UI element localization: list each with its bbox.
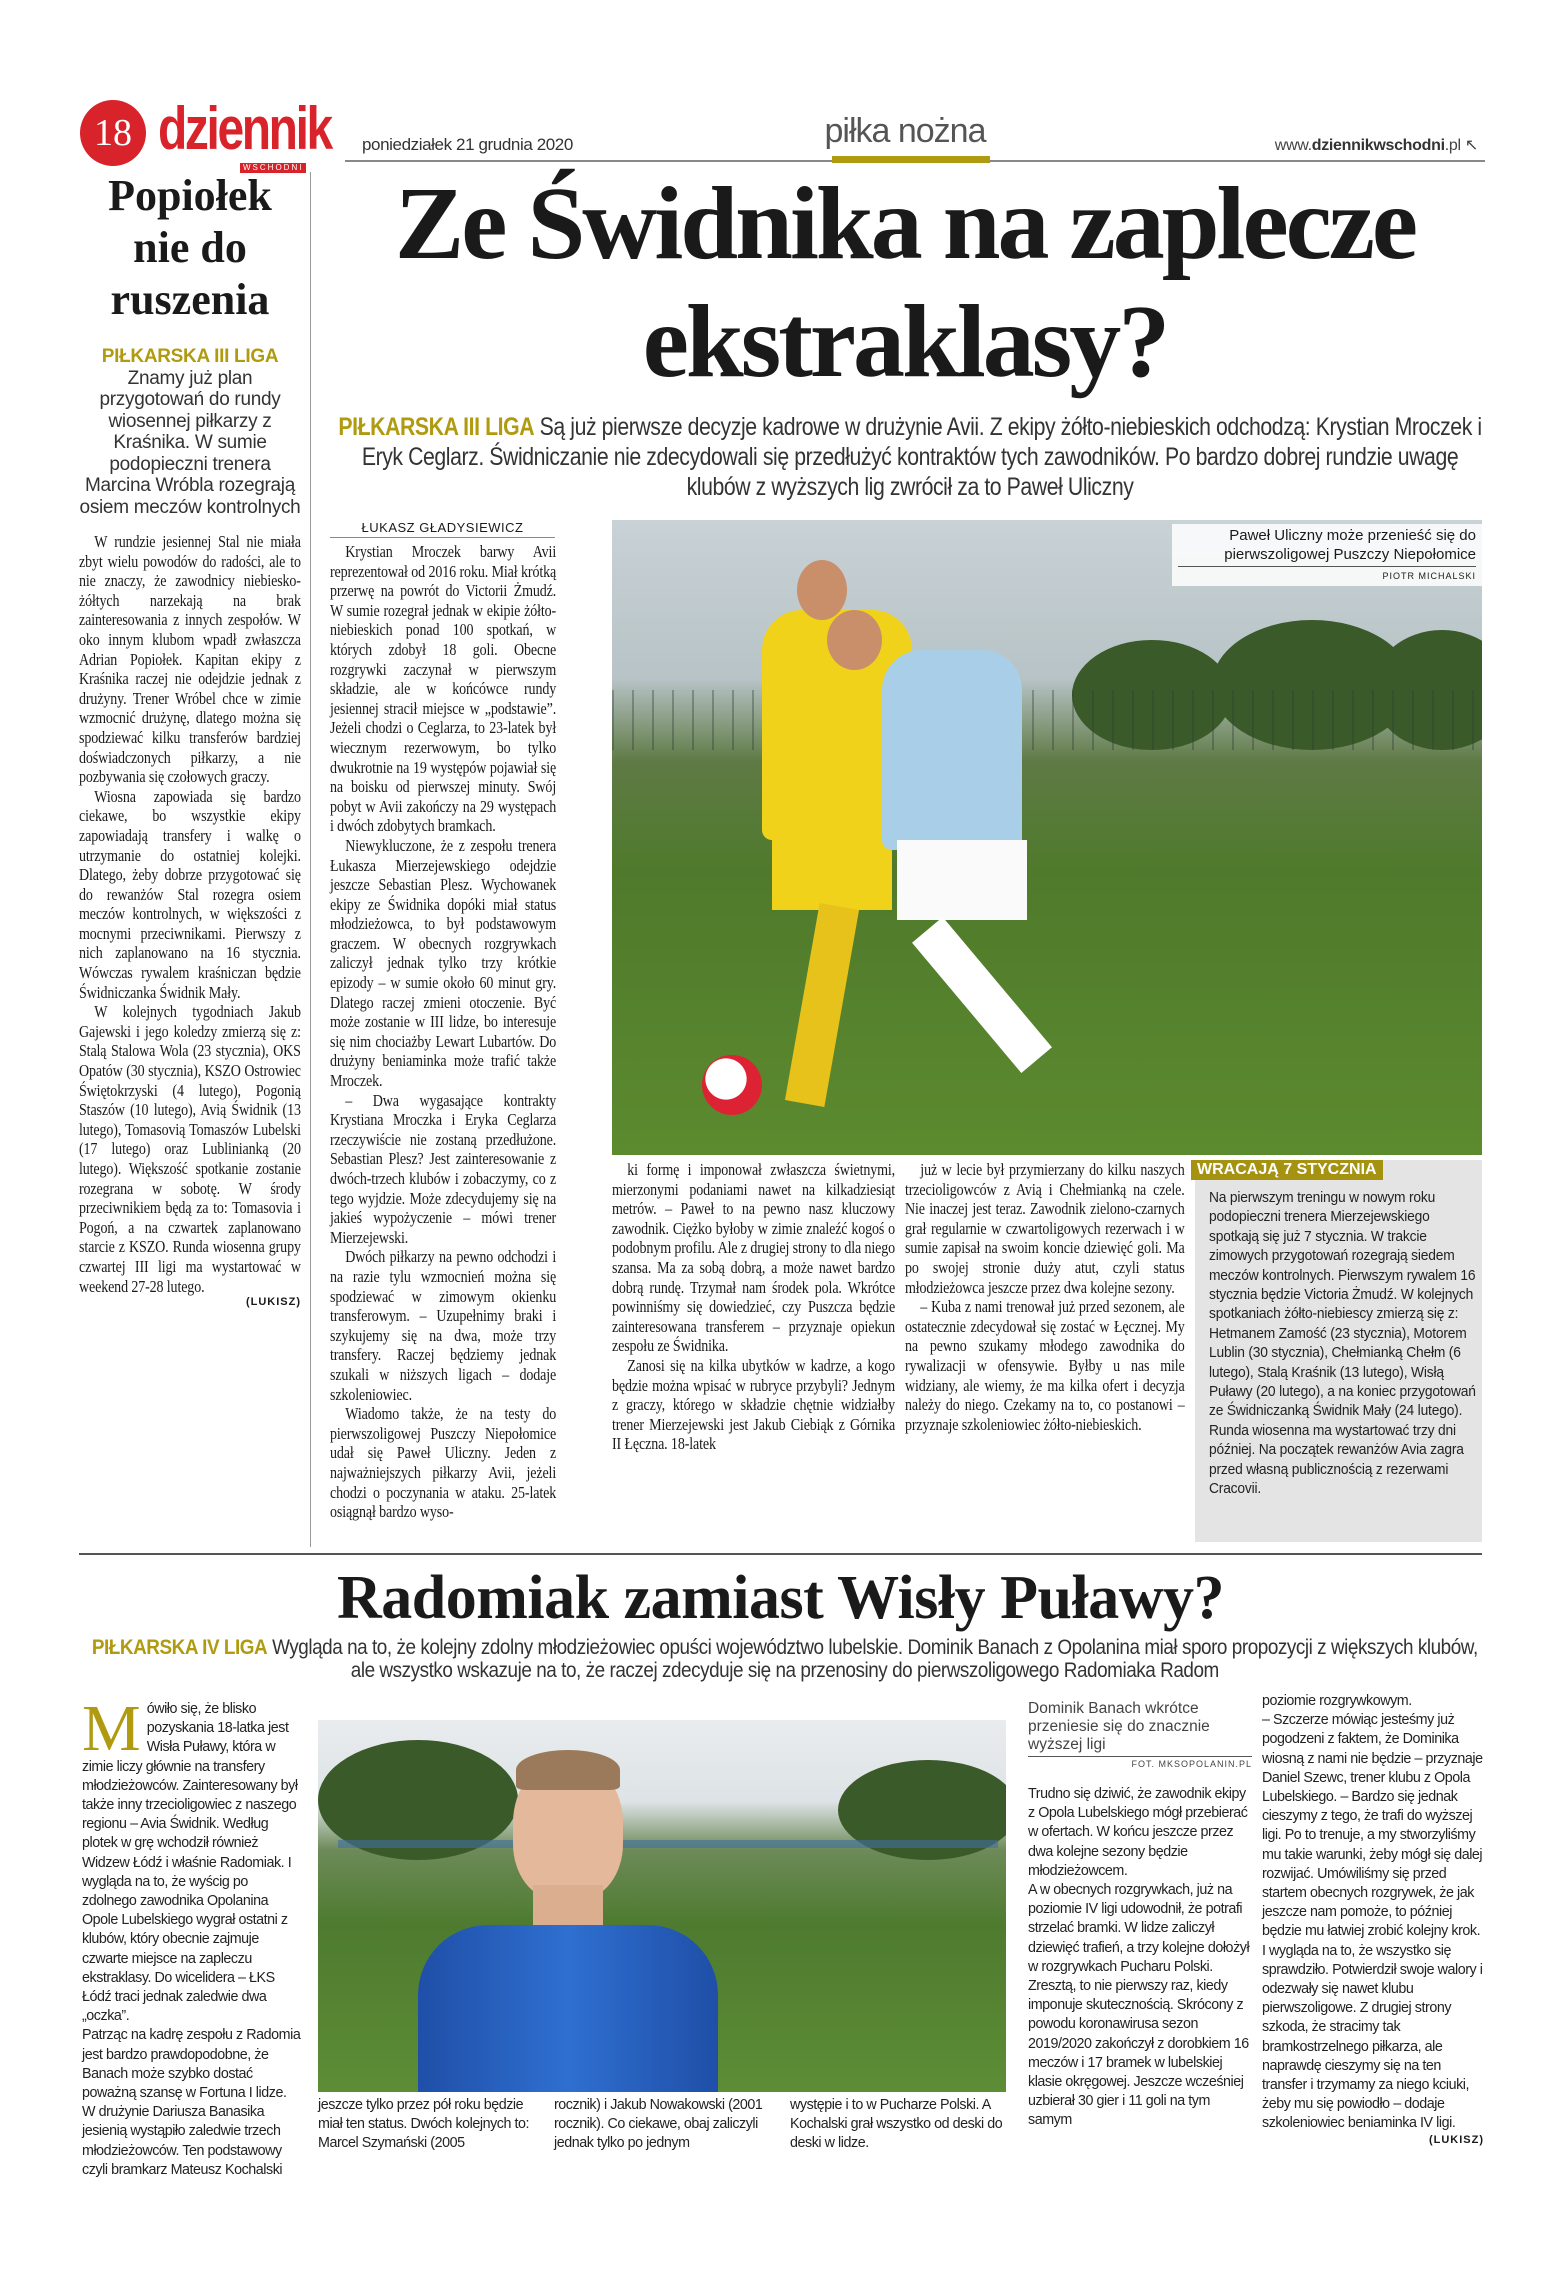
second-body-under-photo-3 (790, 2096, 1006, 2154)
cursor-icon: ↖ (1464, 137, 1478, 154)
article-divider (79, 1553, 1482, 1555)
portrait-caption: Dominik Banach wkrótce przeniesie się do znacznie wyższej ligi (1028, 1700, 1252, 1757)
main-body-col2 (612, 1160, 895, 1454)
paragraph: I wygląda na to, że wszystko się sprawdziło. Potwierdził swoje walory i odezwały się nawet klubu pierwszoligowe. Z drugiej strony szkoda, że stracimy tak bramkostrzelnego piłkarza, ale naprawdę cieszymy się na ten transfer i trzymamy za niego kciuki, żeby mu się powiodło – dodaje szkoleniowiec beniaminka IV ligi. (1262, 1942, 1483, 2132)
sidebar-title: Popiołek nie do ruszenia (108, 171, 272, 324)
paragraph: Wiosna zapowiada się bardzo ciekawe, bo wszystkie ekipy zapowiadają transfery i walkę o utrzymanie do ostatniej kolejki. Dlatego, żeby dobrze przygotować się do rewanżów Stal rozegra osiem meczów kontrolnych, w większości z mocnymi przeciwnikami. Pierwszy z nich zaplanowano na 16 stycznia. Wówczas rywalem kraśniczan będzie Świdniczanka Świdnik Mały. (79, 786, 301, 1002)
paragraph: Zanosi się na kilka ubytków w kadrze, a kogo będzie można wpisać w rubryce przybyli? Jednym z graczy, którego w składzie chętnie widziałby trener Mierzejewski jest Jakub Ciebiąk z Górnika II Łęczna. 18-latek (612, 1355, 896, 1454)
paragraph: Wiadomo także, że na testy do pierwszoligowej Puszczy Niepołomice udał się Paweł Uliczny. Jeden z najważniejszych piłkarzy Avii, jeżeli chodzi o poczynania w ataku. 25-latek osiągnął bardzo wyso- (330, 1404, 557, 1522)
website-link[interactable] (1275, 135, 1478, 155)
sidebar-article (79, 170, 301, 1308)
paragraph: Trudno się dziwić, że zawodnik ekipy z Opola Lubelskiego mógł przebierać w ofertach. W końcu jeszcze przez dwa kolejne sezony będzie młodzieżowcem. (1028, 1786, 1248, 1879)
main-body-col3 (905, 1160, 1185, 1434)
ball-icon (702, 1055, 762, 1115)
paragraph: Dwóch piłkarzy na pewno odchodzi i na razie tylu wzmocnień można się spodziewać w zimowym okienku transferowym. – Uzupełnimy braki i szykujemy się na dwa, może trzy transfery. Raczej będziemy jednak szukali w niższych ligach – dodaje szkoleniowiec. (330, 1247, 557, 1404)
section-title: piłka nożna (824, 112, 986, 150)
site-name: dziennikwschodni (1311, 137, 1445, 154)
newspaper-logo-sub: WSCHODNI (240, 163, 306, 173)
paragraph: ówiło się, że blisko pozyskania 18-latka jest Wisła Puławy, która w zimie liczy głównie na transfery młodzieżowców. Zainteresowany był także inny trzecioligowiec z naszego regionu – Avia Świdnik. Według plotek w grę wchodził również Widzew Łódź i właśnie Radomiak. I wygląda na to, że wyścig po zdolnego zawodnika Opolanina Opole Lubelskiego wygrał ostatni z klubów, który obecnie zajmuje czwarte miejsce na zapleczu ekstraklasy. Do wicelidera – ŁKS Łódź traci jednak zaledwie dwa „oczka”. (82, 1701, 298, 2025)
paragraph: Zresztą, to nie pierwszy raz, kiedy imponuje skutecznością. Skrócony z powodu koronawirusa sezon 2019/2020 zakończył z dorobkiem 16 meczów i 17 bramek w lubelskiej klasie okręgowej. Jeszcze wcześniej uzbierał 30 gier i 11 goli na tym samym (1028, 1978, 1249, 2129)
second-kicker: PIŁKARSKA IV LIGA (91, 1636, 268, 1659)
paragraph: W kolejnych tygodniach Jakub Gajewski i jego koledzy zmierzą się z: Stalą Stalowa Wola (23 stycznia), OKS Opatów (30 stycznia), KSZO Ostrowiec Świętokrzyski (4 lutego), Pogonią Staszów (10 lutego), Avią Świdnik (13 lutego), Tomasovią Tomaszów Lubelski (17 lutego) oraz Lublinianką (20 lutego). Większość spotkanie zostanie rozegrana w sobotę. W środy przeciwnikiem będą za to: Tomasovia i Pogoń, a na czwartek zaplanowano starcie z KSZO. Runda wiosenna grupy czwartej III ligi ma wystartować w weekend 27-28 lutego. (79, 1002, 301, 1296)
paragraph: występie i to w Pucharze Polski. A Kochalski grał wszystko od deski do deski w lidze. (790, 2097, 1003, 2152)
main-lead-text: Są już pierwsze decyzje kadrowe w drużynie Avii. Z ekipy żółto-niebieskich odchodzą: Krystian Mroczek i Eryk Ceglarz. Świdniczanie nie zdecydowali się przedłużyć kontraktów tych zawodników. Po bardzo dobrej rundzie uwagę klubów z wyższych lig zwrócił za to Paweł Uliczny (361, 413, 1482, 501)
second-right-column (1028, 1700, 1252, 2131)
main-headline: Ze Świdnika na zaplecze ekstraklasy? (394, 166, 1416, 399)
sidebar-body (79, 532, 301, 1296)
paragraph: Niewykluczone, że z zespołu trenera Łukasza Mierzejewskiego odejdzie jeszcze Sebastian Plesz. Wychowanek ekipy ze Świdnika dopóki miał status młodzieżowca, to był podstawowym graczem. W obecnych rozgrywkach zaliczył jednak tylko trzy krótkie epizody – w sumie około 60 minut gry. Dlatego raczej zmieni otoczenie. Być może zostanie w III lidze, bo interesuje się nim chociażby Lewart Lubartów. Do drużyny beniaminka może trafić także Mroczek. (330, 835, 557, 1091)
match-photo (612, 520, 1482, 1155)
second-headline: Radomiak zamiast Wisły Puławy? (337, 1564, 1224, 1632)
sidebar-intro (79, 346, 301, 518)
photo-caption (1172, 524, 1482, 586)
main-kicker: PIŁKARSKA III LIGA (338, 413, 535, 441)
photo-caption-text: Paweł Uliczny może przenieść się do pierwszoligowej Puszczy Niepołomice (1224, 527, 1476, 563)
byline: ŁUKASZ GŁADYSIEWICZ (330, 520, 555, 538)
player-portrait-photo (318, 1720, 1006, 2092)
second-lead (90, 1636, 1480, 1682)
sidebar-intro-text: Znamy już plan przygotowań do rundy wiosennej piłkarzy z Kraśnika. W sumie podopieczni trenera Marcina Wróbla rozegrają osiem meczów kontrolnych (79, 367, 301, 518)
portrait-credit: FOT. MKSOPOLANIN.PL (1131, 1759, 1252, 1769)
paragraph: A w obecnych rozgrywkach, już na poziomie IV ligi udowodnił, że potrafi strzelać bramki. W lidze zaliczył dziewięć trafień, a trzy kolejne dołożył w rozgrywkach Pucharu Polski. (1028, 1882, 1250, 1975)
main-body-col1 (330, 542, 556, 1522)
paragraph: Patrząc na kadrę zespołu z Radomia jest bardzo prawdopodobne, że Banach może szybko dostać poważną szansę w Fortuna I lidze. W drużynie Dariusza Banasika jesienią wystąpiło zaledwie trzech młodzieżowców. Ten podstawowy czyli bramkarz Mateusz Kochalski (82, 2027, 301, 2178)
site-suffix: .pl (1444, 137, 1461, 154)
main-lead (335, 412, 1485, 502)
paragraph: rocznik) i Jakub Nowakowski (2001 rocznik). Co ciekawe, obaj zaliczyli jednak tylko po jednym (554, 2097, 763, 2152)
paragraph: jeszcze tylko przez pół roku będzie miał ten status. Dwóch kolejnych to: Marcel Szymański (2005 (318, 2097, 530, 2152)
photo-credit: PIOTR MICHALSKI (1178, 566, 1476, 586)
second-body-col1-paras (82, 1692, 302, 2180)
second-signature: (LUKISZ) (1428, 2133, 1484, 2146)
sidebar-signature: (LUKISZ) (245, 1296, 301, 1309)
info-box-tag: WRACAJĄ 7 STYCZNIA (1191, 1160, 1383, 1180)
section-bar (832, 156, 990, 163)
site-prefix: www. (1274, 137, 1312, 154)
paragraph: Krystian Mroczek barwy Avii reprezentował od 2016 roku. Miał krótką przerwę na powrót do Victorii Żmudź. W sumie rozegrał jednak w ekipie żółto-niebieskich ponad 100 spotkań, w których zdobył 18 goli. Obecne rozgrywki zaczynał w pierwszym składzie, ale w końcówce rundy jesiennej stracił miejsce w „podstawie”. Jeżeli chodzi o Ceglarza, to 23-latek był wiecznym rezerwowym, bo tylko dwukrotnie na 19 występów pojawiał się na boisku od pierwszej minuty. Swój pobyt w Avii zakończy na 29 występach i dwóch zdobytych bramkach. (330, 542, 557, 836)
second-body-col3 (1262, 1692, 1484, 2134)
sidebar-kicker: PIŁKARSKA III LIGA (101, 346, 279, 367)
paragraph: poziomie rozgrywkowym. (1262, 1693, 1412, 1709)
second-body-col2 (1028, 1785, 1252, 2131)
paragraph: – Szczerze mówiąc jesteśmy już pogodzeni z faktem, że Dominika wiosną z nami nie będzie – przyznaje Daniel Szewc, trener klubu z Opola Lubelskiego. – Bardzo się jednak cieszymy z tego, że trafi do wyższej ligi. Po to trenuje, a my stworzyliśmy mu takie warunki, żeby mógł się dalej rozwijać. Umówiliśmy się przed startem obecnych rozgrywek, że jak jeszcze nam pomoże, to później będzie mu łatwiej zrobić kolejny krok. (1262, 1712, 1483, 1940)
paragraph: – Dwa wygasające kontrakty Krystiana Mroczka i Eryka Ceglarza rzeczywiście nie zostaną przedłużone. Sebastian Plesz? Jest zainteresowanie z dwóch-trzech klubów i zobaczymy, co z tego wyjdzie. Może zdecydujemy się na jakieś wypożyczenie – mówi trener Mierzejewski. (330, 1090, 557, 1247)
paragraph: W rundzie jesiennej Stal nie miała zbyt wielu powodów do radości, ale to nie znaczy, że zawodnicy niebiesko-żółtych narzekają na brak zainteresowania z innych zespołów. W oko innym klubom wpadł zwłaszcza Adrian Popiołek. Kapitan ekipy z Kraśnika raczej nie odejdzie jednak z drużyny. Trener Wróbel chce w zimie wzmocnić drużynę, dlatego można się spodziewać kilku transferów bardziej doświadczonych piłkarzy, a nie pozbywania się czołowych graczy. (79, 532, 301, 787)
second-body-col1 (82, 1692, 302, 2180)
second-body-col3-wrap (1262, 1692, 1484, 2146)
second-body-under-photo-1 (318, 2096, 542, 2154)
page-number: 18 (80, 100, 146, 166)
issue-date: poniedziałek 21 grudnia 2020 (362, 135, 573, 154)
info-box-text: Na pierwszym treningu w nowym roku podopieczni trenera Mierzejewskiego spotkają się już 7 stycznia. W trakcie zimowych przygotowań rozegrają siedem meczów kontrolnych. Pierwszym rywalem 16 stycznia będzie Victoria Żmudź. W kolejnych spotkaniach żółto-niebiescy zmierzą się z: Hetmanem Zamość (23 stycznia), Motorem Lublin (30 stycznia), Chełmianką Chełm (6 lutego), Stalą Kraśnik (13 lutego), Wisłą Puławy (20 lutego), a na koniec przygotowań ze Świdniczanką Świdnik Mały (24 lutego). Runda wiosenna ma wystartować trzy dni później. Na początek rewanżów Avia zagra przed własną publicznością z rezerwami Cracovii. (1209, 1189, 1476, 1498)
column-divider (310, 172, 311, 1547)
drop-cap: M (82, 1692, 141, 1765)
paragraph: ki formę i imponował zwłaszcza świetnymi, mierzonymi podaniami nawet na kilkadziesiąt metrów. – Paweł to na pewno nasz kluczowy zawodnik. Ciężko byłoby w zimie znaleźć kogoś o podobnym profilu. Ale z drugiej strony to dla niego szansa. Ma za sobą dobrą, a może nawet bardzo dobrą rundę. Trzymał nam środek pola. Wkrótce powinniśmy się dowiedzieć, czy Puszcza będzie zainteresowana transferem – przyznaje opiekun zespołu ze Świdnika. (612, 1160, 896, 1356)
second-lead-text: Wygląda na to, że kolejny zdolny młodzieżowiec opuści województwo lubelskie. Dominik Banach z Opolanina miał sporo propozycji z większych klubów, ale wszystko wskazuje na to, że raczej zdecyduje się na przenosiny do pierwszoligowego Radomiaka Radom (272, 1636, 1478, 1682)
newspaper-logo: dziennik (158, 95, 331, 162)
info-box (1195, 1160, 1482, 1542)
paragraph: już w lecie był przymierzany do kilku naszych trzecioligowców z Avią i Chełmianką na czele. Nie inaczej jest teraz. Zawodnik zielono-czarnych grał regularnie w czwartoligowych rezerwach i w sumie zapisał na swoim koncie dziewięć goli. Ma po swojej stronie duży atut, czyli status młodzieżowca jeszcze przez dwa kolejne sezony. (905, 1160, 1185, 1297)
second-body-under-photo-2 (554, 2096, 778, 2154)
paragraph: – Kuba z nami trenował już przed sezonem, ale ostatecznie zdecydował się zostać w Łęcznej. My na pewno szukamy młodego zawodnika do rywalizacji w ofensywie. Byłby u nas mile widziany, ale wiemy, że ma kilka ofert i decyzja należy do niego. Czekamy na to, co postanowi – przyznaje szkoleniowiec żółto-niebieskich. (905, 1297, 1185, 1434)
